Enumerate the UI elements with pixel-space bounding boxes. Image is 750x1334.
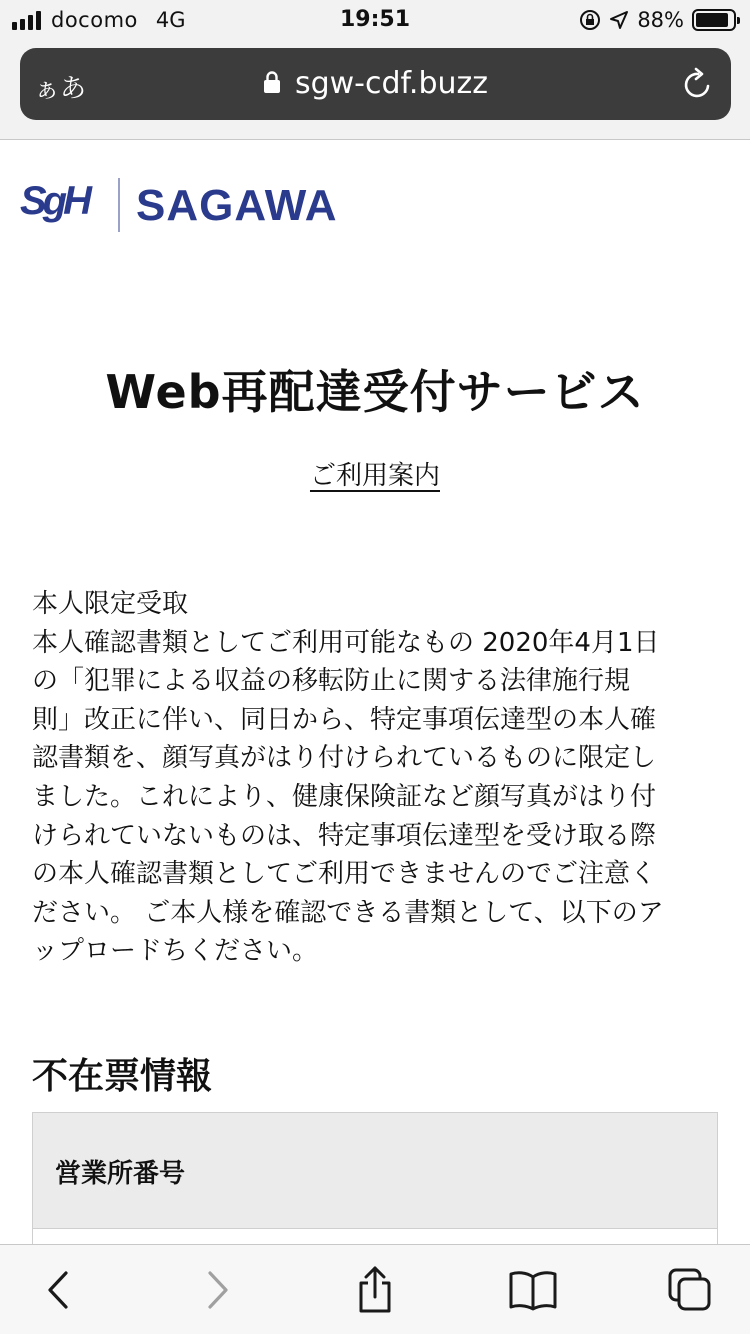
usage-guide-link[interactable]: ご利用案内 xyxy=(309,461,440,491)
location-icon xyxy=(609,10,629,30)
logo-text: SAGAWA xyxy=(136,181,338,230)
bookmarks-icon xyxy=(508,1269,558,1311)
notice-line: 本人限定受取 xyxy=(32,589,189,619)
back-icon xyxy=(44,1270,72,1310)
lock-icon xyxy=(263,70,281,94)
tabs-button[interactable] xyxy=(660,1265,720,1315)
sagawa-logo[interactable] xyxy=(20,174,380,236)
network-type: 4G xyxy=(155,8,186,32)
notice-line: 則」改正に伴い、同日から、特定事項伝達型の本人確 xyxy=(32,704,657,735)
page-title: Web再配達受付サービス xyxy=(105,365,645,419)
reload-icon[interactable] xyxy=(681,66,715,102)
bookmarks-button[interactable] xyxy=(503,1265,563,1315)
carrier-name: docomo xyxy=(51,8,138,32)
forward-icon xyxy=(204,1270,232,1310)
absence-info-heading: 不在票情報 xyxy=(32,1056,213,1097)
notice-line: 本人確認書類としてご利用可能なもの 2020年4月1日 xyxy=(32,627,660,658)
url-text: sgw-cdf.buzz xyxy=(294,66,489,101)
battery-fill xyxy=(696,13,728,27)
share-button[interactable] xyxy=(345,1265,405,1315)
battery-icon xyxy=(692,9,736,31)
address-bar[interactable] xyxy=(20,48,731,120)
orientation-lock-icon xyxy=(579,9,601,31)
back-button[interactable] xyxy=(28,1265,88,1315)
status-right xyxy=(579,7,736,33)
text-size-button[interactable]: ぁあ xyxy=(34,74,87,104)
logo-mark: SgH xyxy=(20,179,88,223)
notice-text xyxy=(32,585,722,971)
tabs-icon xyxy=(667,1267,713,1313)
notice-line: けられていないものは、特定事項伝達型を受け取る際 xyxy=(32,820,657,851)
share-icon xyxy=(355,1265,395,1315)
notice-line: 認書類を、顔写真がはり付けられているものに限定し xyxy=(32,743,657,774)
notice-line: ださい。 ご本人様を確認できる書類として、以下のア xyxy=(32,897,664,928)
office-number-label: 営業所番号 xyxy=(33,1113,717,1229)
browser-top xyxy=(0,40,750,140)
absence-info-form xyxy=(32,1112,718,1252)
notice-line: の本人確認書類としてご利用できませんのでご注意く xyxy=(32,859,657,890)
forward-button[interactable] xyxy=(188,1265,248,1315)
status-bar xyxy=(0,0,750,40)
notice-line: の「犯罪による収益の移転防止に関する法律施行規 xyxy=(32,666,631,697)
notice-line: ップロードちください。 xyxy=(32,936,319,967)
battery-percent: 88% xyxy=(637,8,684,32)
clock: 19:51 xyxy=(339,7,411,32)
url-display[interactable] xyxy=(20,66,731,101)
notice-line: ました。これにより、健康保険証など顔写真がはり付 xyxy=(32,781,657,812)
browser-toolbar xyxy=(0,1244,750,1334)
